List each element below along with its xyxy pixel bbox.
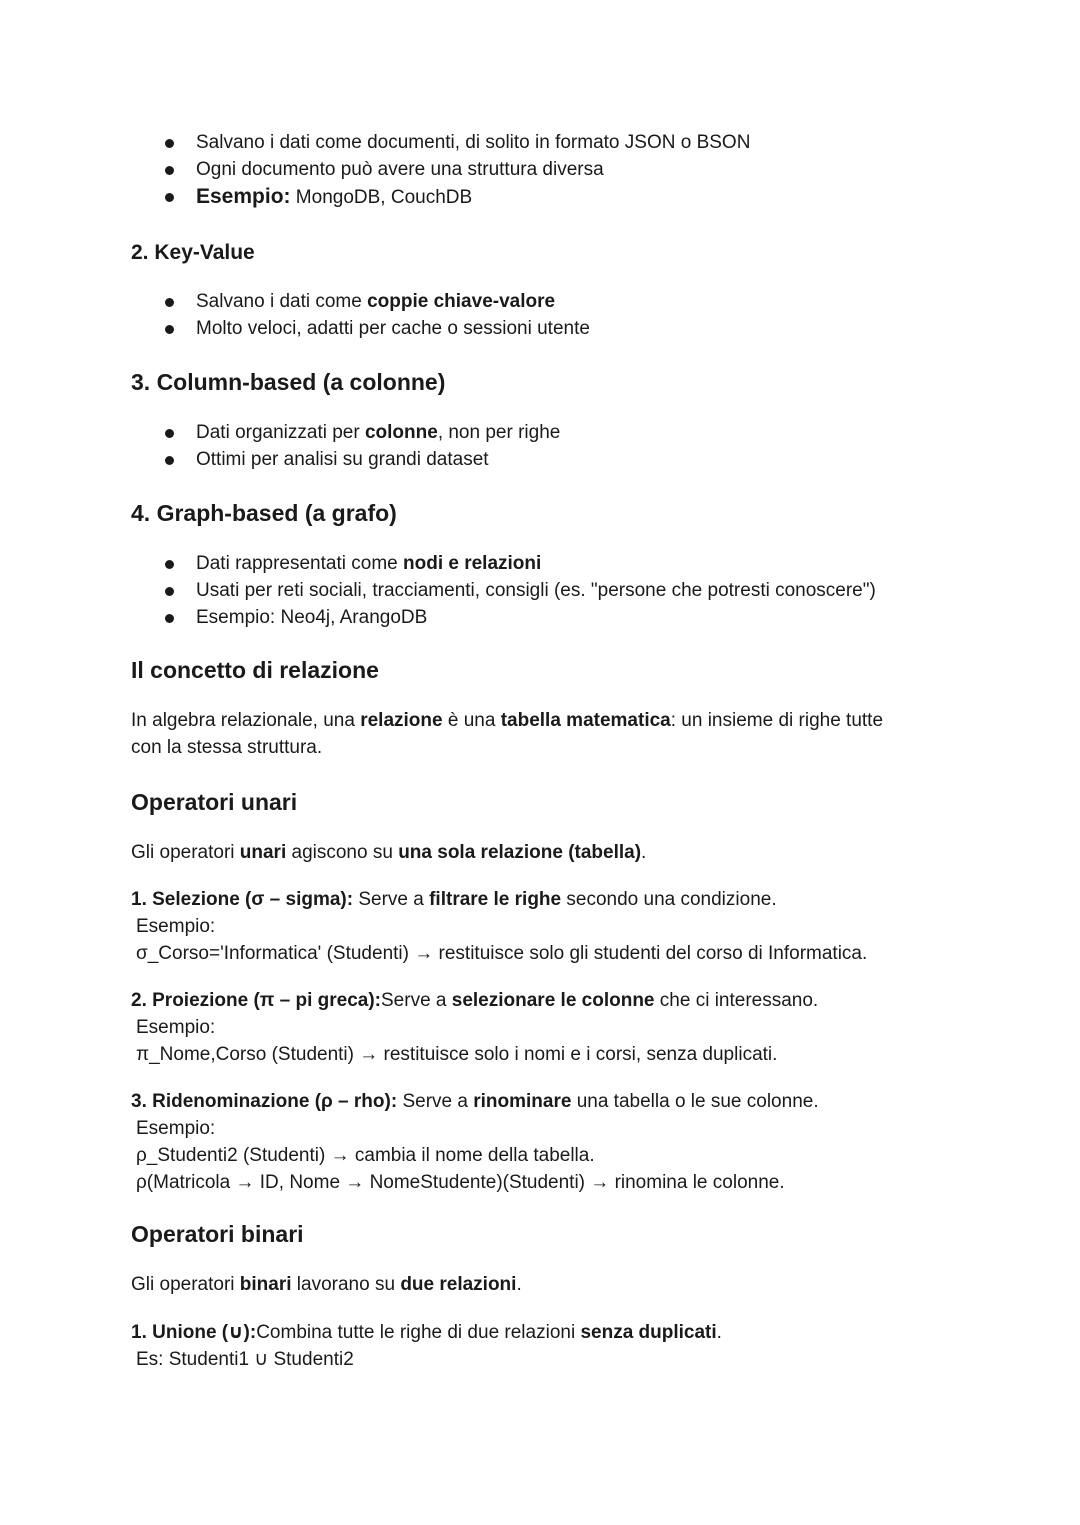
column-list xyxy=(164,419,560,473)
document-db-list xyxy=(164,129,750,211)
union-block: 1. Unione (∪):Combina tutte le righe di due relazioni senza duplicati. Es: Studenti1 ∪ Studenti2 xyxy=(131,1322,722,1370)
binary-heading: Operatori binari xyxy=(131,1221,304,1247)
list-item: Esempio: Neo4j, ArangoDB xyxy=(164,604,876,631)
list-item: Esempio: MongoDB, CouchDB xyxy=(164,183,750,211)
selection-block: 1. Selezione (σ – sigma): Serve a filtrare le righe secondo una condizione. Esempio: σ_Corso='Informatica' (Studenti) → restituisce solo gli studenti del corso di Informatica. xyxy=(131,889,868,964)
list-item: Molto veloci, adatti per cache o sessioni utente xyxy=(164,315,590,342)
list-item: Usati per reti sociali, tracciamenti, consigli (es. "persone che potresti conoscere") xyxy=(164,577,876,604)
binary-intro: Gli operatori binari lavorano su due relazioni. xyxy=(131,1274,522,1295)
list-item: Ottimi per analisi su grandi dataset xyxy=(164,446,560,473)
relation-heading: Il concetto di relazione xyxy=(131,657,379,683)
projection-block: 2. Proiezione (π – pi greca):Serve a selezionare le colonne che ci interessano. Esempio: π_Nome,Corso (Studenti) → restituisce solo i nomi e i corsi, senza duplicati. xyxy=(131,990,819,1065)
list-item: Dati rappresentati come nodi e relazioni xyxy=(164,550,876,577)
keyvalue-heading: 2. Key-Value xyxy=(131,241,255,264)
unary-intro: Gli operatori unari agiscono su una sola relazione (tabella). xyxy=(131,842,647,863)
graph-list xyxy=(164,550,876,631)
list-item: Dati organizzati per colonne, non per righe xyxy=(164,419,560,446)
relation-paragraph: In algebra relazionale, una relazione è una tabella matematica: un insieme di righe tutte con la stessa struttura. xyxy=(131,710,884,758)
rename-block: 3. Ridenominazione (ρ – rho): Serve a rinominare una tabella o le sue colonne. Esempio: ρ_Studenti2 (Studenti) → cambia il nome della tabella. ρ(Matricola → ID, Nome → NomeStudente)(Studenti) → rinomina le colonne. xyxy=(131,1091,819,1193)
graph-heading: 4. Graph-based (a grafo) xyxy=(131,500,397,526)
list-item: Ogni documento può avere una struttura diversa xyxy=(164,156,750,183)
list-item: Salvano i dati come coppie chiave-valore xyxy=(164,288,590,315)
keyvalue-list xyxy=(164,288,590,342)
unary-heading: Operatori unari xyxy=(131,789,298,815)
list-item: Salvano i dati come documenti, di solito in formato JSON o BSON xyxy=(164,129,750,156)
column-heading: 3. Column-based (a colonne) xyxy=(131,369,446,395)
